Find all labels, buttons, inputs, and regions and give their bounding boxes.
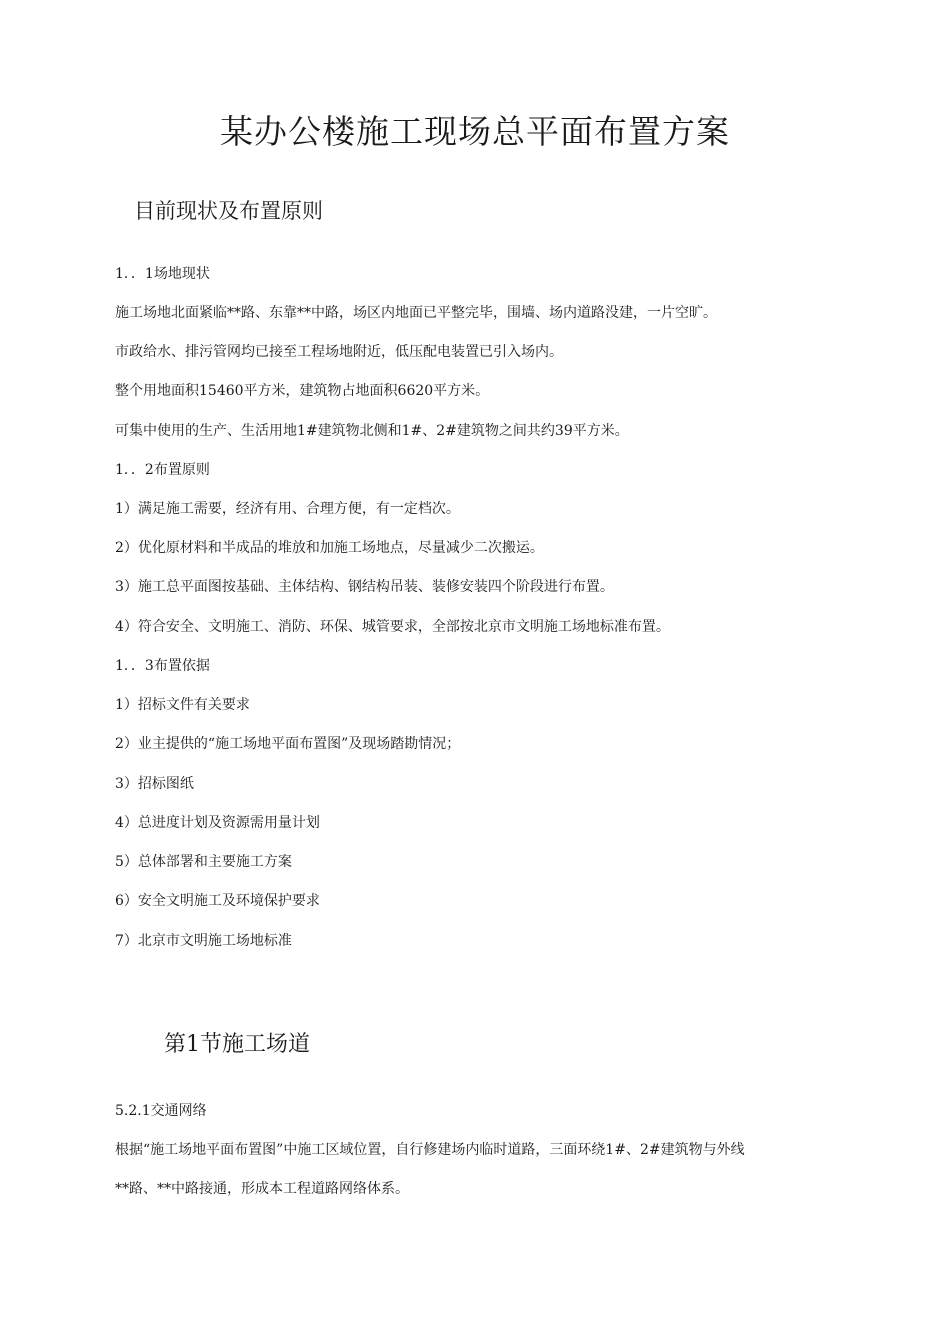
list-item: 3）招标图纸 (115, 776, 194, 792)
section-heading-site-roads: 第1节施工场道 (164, 1032, 310, 1057)
list-item: 3）施工总平面图按基础、主体结构、钢结构吊装、装修安装四个阶段进行布置。 (115, 579, 614, 595)
paragraph-line: 根据“施工场地平面布置图”中施工区域位置，自行修建场内临时道路，三面环绕1#、2#建筑物与外线 (115, 1142, 745, 1158)
list-item: 4）总进度计划及资源需用量计划 (115, 815, 320, 831)
list-item: 1）满足施工需要，经济有用、合理方便，有一定档次。 (115, 501, 460, 517)
paragraph: 施工场地北面紧临**路、东靠**中路，场区内地面已平整完毕，围墙、场内道路没建，一片空旷。 (115, 305, 717, 321)
list-item: 6）安全文明施工及环境保护要求 (115, 893, 320, 909)
list-item: 1）招标文件有关要求 (115, 697, 250, 713)
list-item: 5）总体部署和主要施工方案 (115, 854, 292, 870)
subsection-heading-traffic-network: 5.2.1交通网络 (115, 1103, 207, 1119)
subsection-heading-basis: 1．．3布置依据 (115, 658, 210, 674)
list-item: 2）业主提供的“施工场地平面布置图”及现场踏勘情况； (115, 736, 461, 752)
subsection-heading-site-status: 1．．1场地现状 (115, 266, 210, 282)
paragraph-line: **路、**中路接通，形成本工程道路网络体系。 (115, 1181, 409, 1197)
document-title: 某办公楼施工现场总平面布置方案 (220, 112, 730, 151)
paragraph: 可集中使用的生产、生活用地1#建筑物北侧和1#、2#建筑物之间共约39平方米。 (115, 423, 629, 439)
paragraph: 市政给水、排污管网均已接至工程场地附近，低压配电装置已引入场内。 (115, 344, 563, 360)
section-heading-current-status: 目前现状及布置原则 (134, 199, 323, 223)
subsection-heading-principles: 1．．2布置原则 (115, 462, 210, 478)
list-item: 2）优化原材料和半成品的堆放和加施工场地点，尽量减少二次搬运。 (115, 540, 544, 556)
paragraph: 整个用地面积15460平方米，建筑物占地面积6620平方米。 (115, 383, 490, 399)
list-item: 4）符合安全、文明施工、消防、环保、城管要求，全部按北京市文明施工场地标准布置。 (115, 619, 670, 635)
list-item: 7）北京市文明施工场地标准 (115, 933, 292, 949)
